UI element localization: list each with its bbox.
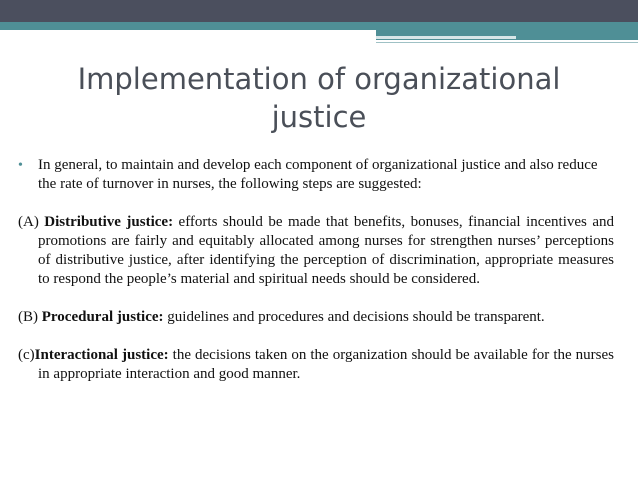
top-band-accent-line xyxy=(376,36,516,39)
item-prefix: (A) xyxy=(18,214,45,230)
intro-bullet-text: In general, to maintain and develop each component of organizational justice and also reduce the rate of turnover in nurses, the following steps are suggested: xyxy=(38,157,598,192)
slide-title-line-2: justice xyxy=(271,100,367,134)
item-prefix: (c) xyxy=(18,347,35,363)
item-prefix: (B) xyxy=(18,309,42,325)
top-band-teal xyxy=(0,22,638,30)
item-term: Distributive justice: xyxy=(44,214,174,230)
item-term: Procedural justice: xyxy=(41,309,164,325)
item-distributive-justice xyxy=(18,213,614,289)
item-term: Interactional justice: xyxy=(34,347,169,363)
bullet-dot-icon: • xyxy=(18,158,23,173)
slide-title-line-1: Implementation of organizational xyxy=(77,62,561,96)
intro-bullet xyxy=(18,156,614,194)
item-procedural-justice xyxy=(18,308,614,327)
top-band-accent-line-2 xyxy=(376,42,638,43)
slide-title xyxy=(0,60,638,136)
item-text: guidelines and procedures and decisions should be transparent. xyxy=(163,309,545,325)
item-text: efforts should be made that benefits, bonuses, financial incentives and promotions are fairly and equitably allocated among nurses for strengthen nurses’ perceptions of distributive justice, after identifying the perception of discrimination, appropriate measures to respond the people’s material and spiritual needs should be considered. xyxy=(38,214,614,287)
slide-body xyxy=(18,156,614,384)
item-interactional-justice xyxy=(18,346,614,384)
top-band-dark xyxy=(0,0,638,22)
item-text: the decisions taken on the organization should be available for the nurses in appropriate interaction and good manner. xyxy=(38,347,614,382)
